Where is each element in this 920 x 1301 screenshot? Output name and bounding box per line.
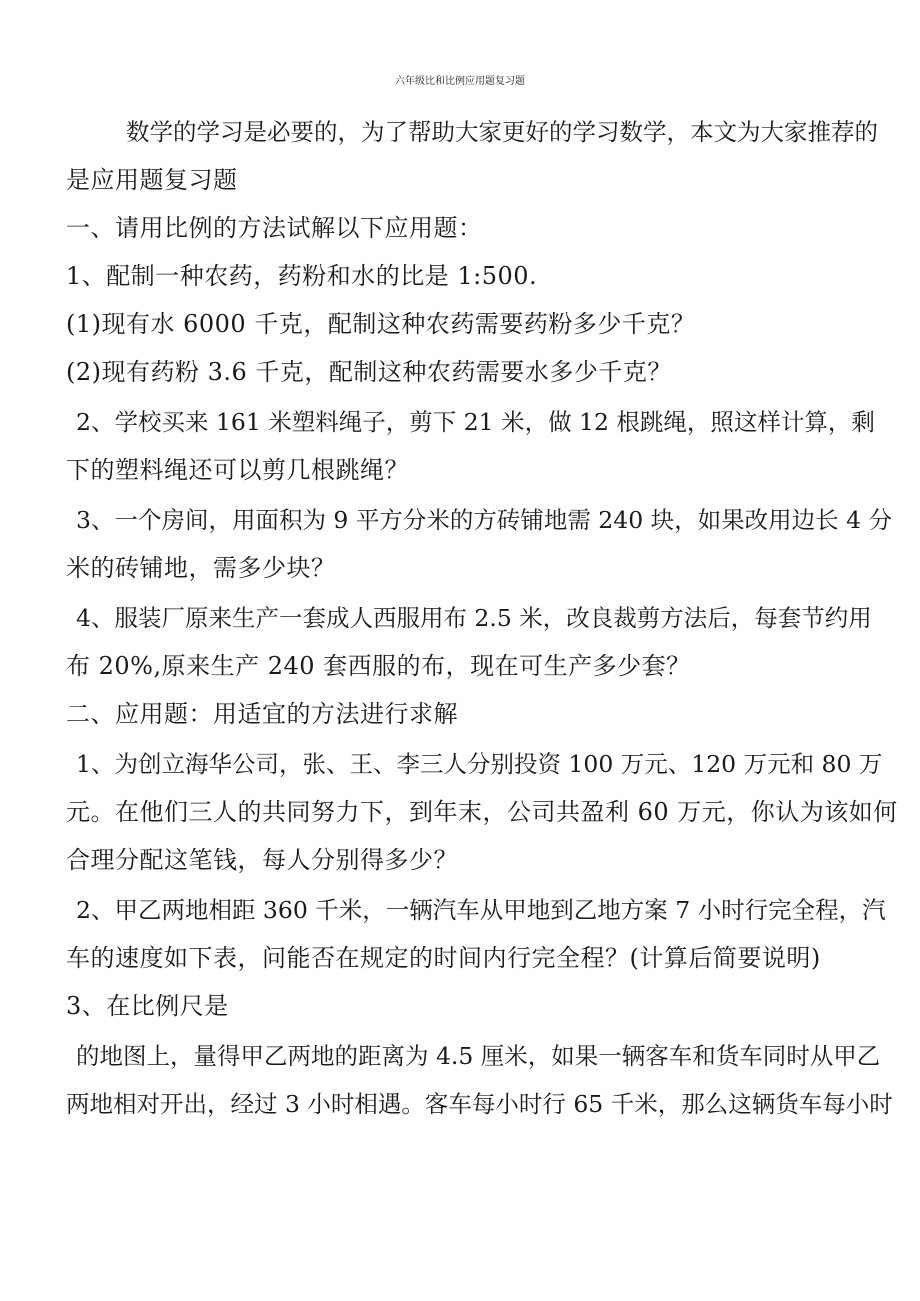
- question-3-line-2: 米的砖铺地，需多少块？: [66, 554, 336, 582]
- question-3-line-1: 3、一个房间，用面积为 9 平方分米的方砖铺地需 240 块，如果改用边长 4 分: [76, 506, 893, 534]
- section-two-question-1-line-3: 合理分配这笔钱，每人分别得多少？: [66, 846, 458, 874]
- section-two-question-3-line-1: 3、在比例尺是: [66, 992, 229, 1020]
- section-two-question-2-line-2: 车的速度如下表，问能否在规定的时间内行完全程？(计算后简要说明): [66, 944, 821, 972]
- question-1: 1、配制一种农药，药粉和水的比是 1:500.: [66, 262, 538, 290]
- section-two-question-2-line-1: 2、甲乙两地相距 360 千米，一辆汽车从甲地到乙地方案 7 小时行完全程，汽: [76, 896, 886, 924]
- question-4-line-2: 布 20%,原来生产 240 套西服的布，现在可生产多少套？: [66, 652, 691, 680]
- question-4-line-1: 4、服装厂原来生产一套成人西服用布 2.5 米，改良裁剪方法后，每套节约用: [76, 604, 872, 632]
- section-two-heading: 二、应用题：用适宜的方法进行求解: [66, 700, 458, 728]
- section-two-question-3-line-3: 两地相对开出，经过 3 小时相遇。客车每小时行 65 千米，那么这辆货车每小时: [66, 1090, 893, 1118]
- question-1-part-2: (2)现有药粉 3.6 千克，配制这种农药需要水多少千克？: [66, 358, 672, 386]
- section-two-question-1-line-1: 1、为创立海华公司，张、王、李三人分别投资 100 万元、120 万元和 80 万: [76, 750, 883, 778]
- question-2-line-2: 下的塑料绳还可以剪几根跳绳？: [66, 456, 409, 484]
- section-two-question-1-line-2: 元。在他们三人的共同努力下，到年末，公司共盈利 60 万元，你认为该如何: [66, 798, 898, 826]
- intro-line-1: 数学的学习是必要的，为了帮助大家更好的学习数学，本文为大家推荐的: [126, 118, 878, 146]
- question-1-part-1: (1)现有水 6000 千克，配制这种农药需要药粉多少千克？: [66, 310, 696, 338]
- question-2-line-1: 2、学校买来 161 米塑料绳子，剪下 21 米，做 12 根跳绳，照这样计算，剩: [76, 408, 875, 436]
- intro-line-2: 是应用题复习题: [66, 166, 238, 194]
- section-two-question-3-line-2: 的地图上，量得甲乙两地的距离为 4.5 厘米，如果一辆客车和货车同时从甲乙: [76, 1042, 881, 1070]
- document-title: 六年级比和比例应用题复习题: [395, 76, 525, 87]
- section-one-heading: 一、请用比例的方法试解以下应用题：: [66, 214, 483, 242]
